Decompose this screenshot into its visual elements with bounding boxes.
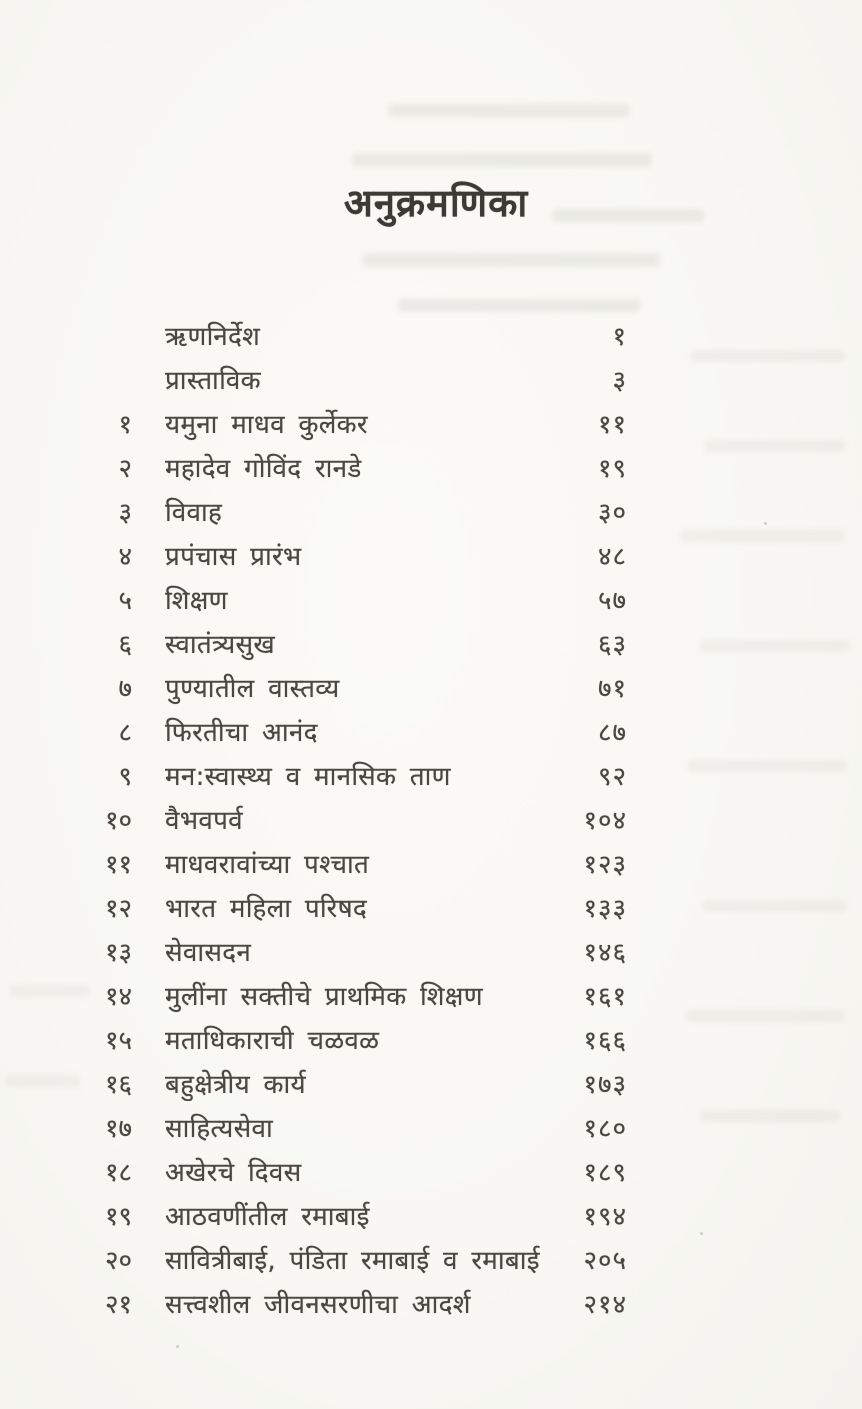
- chapter-title: माधवरावांच्या पश्चात: [165, 850, 370, 880]
- chapter-number: ७: [118, 674, 132, 704]
- chapter-page-number: २०५: [583, 1246, 627, 1276]
- chapter-page-number: ५७: [597, 586, 627, 616]
- chapter-title: शिक्षण: [165, 586, 228, 616]
- chapter-title: स्वातंत्र्यसुख: [165, 630, 276, 660]
- chapter-page-number: ४८: [597, 542, 627, 572]
- toc-entry-row: [95, 973, 627, 1017]
- chapter-page-number: २१४: [583, 1290, 627, 1320]
- chapter-page-number: ३: [612, 366, 627, 396]
- chapter-title: प्रास्ताविक: [165, 366, 261, 396]
- toc-entry-row: [95, 1237, 627, 1281]
- toc-entry-row: [95, 841, 627, 885]
- chapter-title: सेवासदन: [165, 938, 252, 968]
- chapter-number: १९: [104, 1202, 132, 1232]
- toc-entry-row: [95, 1105, 627, 1149]
- chapter-title: अखेरचे दिवस: [165, 1158, 302, 1188]
- scan-speck: [176, 1345, 179, 1348]
- chapter-number: ६: [118, 630, 132, 660]
- chapter-number: ९: [118, 762, 132, 792]
- chapter-page-number: १९: [597, 454, 627, 484]
- chapter-title: फिरतीचा आनंद: [165, 718, 318, 748]
- chapter-title: पुण्यातील वास्तव्य: [165, 674, 340, 704]
- toc-entry-row: [95, 357, 627, 401]
- page-title: अनुक्रमणिका: [343, 181, 529, 225]
- chapter-number: १७: [104, 1114, 132, 1144]
- chapter-page-number: १३३: [583, 894, 627, 924]
- toc-entry-row: [95, 1017, 627, 1061]
- chapter-title: साहित्यसेवा: [165, 1114, 274, 1144]
- bleed-through-smudge: [388, 104, 630, 117]
- chapter-number: १०: [104, 806, 132, 836]
- toc-entry-row: [95, 401, 627, 445]
- chapter-title: ऋणनिर्देश: [165, 322, 261, 352]
- chapter-title: यमुना माधव कुर्लेकर: [165, 410, 368, 440]
- chapter-title: विवाह: [165, 498, 223, 528]
- toc-entry-row: [95, 929, 627, 973]
- chapter-number: २: [118, 454, 132, 484]
- bleed-through-smudge: [10, 985, 90, 997]
- chapter-title: सावित्रीबाई, पंडिता रमाबाई व रमाबाई: [165, 1246, 540, 1276]
- chapter-title: भारत महिला परिषद: [165, 894, 368, 924]
- toc-entry-row: [95, 445, 627, 489]
- chapter-page-number: ९२: [597, 762, 627, 792]
- chapter-number: १३: [104, 938, 132, 968]
- toc-entry-row: [95, 533, 627, 577]
- bleed-through-smudge: [362, 253, 660, 267]
- bleed-through-smudge: [702, 900, 847, 912]
- bleed-through-smudge: [685, 1010, 845, 1022]
- toc-entry-row: [95, 577, 627, 621]
- toc-entry-row: [95, 1061, 627, 1105]
- chapter-title: मन:स्वास्थ्य व मानसिक ताण: [165, 762, 451, 792]
- chapter-number: ११: [104, 850, 132, 880]
- chapter-page-number: १२३: [583, 850, 627, 880]
- toc-entry-row: [95, 313, 627, 357]
- toc-entry-row: [95, 885, 627, 929]
- chapter-page-number: १८०: [583, 1114, 627, 1144]
- bleed-through-smudge: [352, 153, 652, 167]
- toc-entry-row: [95, 1281, 627, 1325]
- bleed-through-smudge: [688, 760, 846, 772]
- chapter-page-number: ३०: [597, 498, 627, 528]
- chapter-page-number: १६६: [583, 1026, 627, 1056]
- chapter-number: १४: [104, 982, 132, 1012]
- chapter-number: ८: [118, 718, 132, 748]
- toc-entry-row: [95, 1193, 627, 1237]
- bleed-through-smudge: [398, 299, 640, 312]
- chapter-title: सत्त्वशील जीवनसरणीचा आदर्श: [165, 1290, 471, 1320]
- bleed-through-smudge: [705, 440, 845, 452]
- bleed-through-smudge: [690, 350, 845, 362]
- chapter-title: मुलींना सक्तीचे प्राथमिक शिक्षण: [165, 982, 483, 1012]
- scan-speck: [764, 522, 767, 525]
- bleed-through-smudge: [700, 640, 850, 652]
- chapter-title: बहुक्षेत्रीय कार्य: [165, 1070, 306, 1100]
- chapter-title: प्रपंचास प्रारंभ: [165, 542, 302, 572]
- toc-entry-row: [95, 1149, 627, 1193]
- chapter-number: १६: [104, 1070, 132, 1100]
- bleed-through-smudge: [700, 1110, 840, 1122]
- chapter-title: आठवणींतील रमाबाई: [165, 1202, 370, 1232]
- chapter-page-number: १७३: [583, 1070, 627, 1100]
- toc-entry-row: [95, 797, 627, 841]
- chapter-title: मताधिकाराची चळवळ: [165, 1026, 380, 1056]
- chapter-number: ३: [118, 498, 132, 528]
- scan-speck: [700, 1232, 703, 1235]
- chapter-page-number: १८९: [583, 1158, 627, 1188]
- chapter-title: वैभवपर्व: [165, 806, 243, 836]
- chapter-number: १५: [104, 1026, 132, 1056]
- bleed-through-smudge: [5, 1075, 80, 1087]
- bleed-through-smudge: [680, 530, 845, 542]
- toc-entry-row: [95, 665, 627, 709]
- chapter-page-number: १०४: [583, 806, 627, 836]
- chapter-page-number: ११: [597, 410, 627, 440]
- chapter-title: महादेव गोविंद रानडे: [165, 454, 362, 484]
- chapter-number: २१: [104, 1290, 132, 1320]
- toc-entry-row: [95, 709, 627, 753]
- chapter-number: १: [118, 410, 132, 440]
- chapter-number: १८: [104, 1158, 132, 1188]
- chapter-page-number: १६१: [583, 982, 627, 1012]
- toc-entry-row: [95, 621, 627, 665]
- chapter-number: १२: [104, 894, 132, 924]
- chapter-number: ४: [118, 542, 132, 572]
- chapter-page-number: ६३: [597, 630, 627, 660]
- chapter-page-number: १४६: [583, 938, 627, 968]
- chapter-page-number: १९४: [583, 1202, 627, 1232]
- toc-entry-row: [95, 753, 627, 797]
- toc-entry-row: [95, 489, 627, 533]
- table-of-contents: [95, 313, 627, 1325]
- chapter-page-number: ८७: [597, 718, 627, 748]
- chapter-number: २०: [104, 1246, 132, 1276]
- chapter-page-number: ७१: [597, 674, 627, 704]
- chapter-number: ५: [118, 586, 132, 616]
- chapter-page-number: १: [612, 322, 627, 352]
